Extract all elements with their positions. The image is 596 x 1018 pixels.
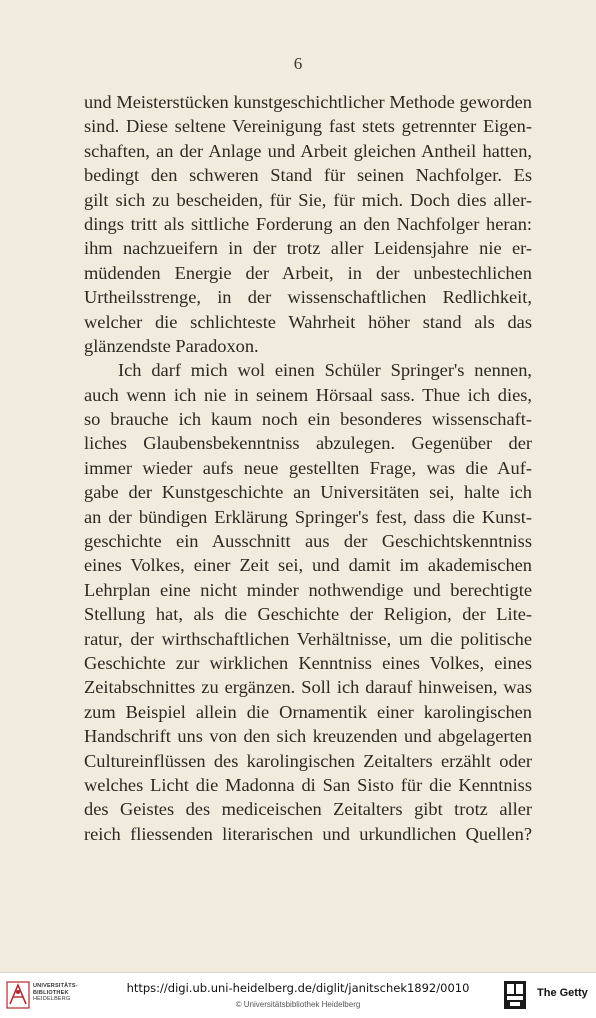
text-line: Ich darf mich wol einen Schüler Springer's nennen,	[118, 360, 532, 381]
text-line: immer wieder aufs neue gestellten Frage, was die Auf-	[84, 457, 532, 478]
text-line: an der bündigen Erklärung Springer's fest, dass die Kunst-	[84, 506, 532, 527]
text-line: gabe der Kunstgeschichte an Universitäten sei, halte ich	[84, 482, 532, 503]
text-line: welcher die schlichteste Wahrheit höher stand als das	[84, 311, 532, 332]
text-line: so brauche ich kaum noch ein besonderes wissenschaft-	[84, 409, 532, 430]
text-line: zum Beispiel allein die Ornamentik einer karolingischen	[84, 701, 532, 722]
getty-logo-icon[interactable]	[504, 981, 526, 1009]
text-line: und Meisterstücken kunstgeschichtlicher Methode geworden	[84, 92, 532, 112]
text-line: geschichte ein Ausschnitt aus der Geschichtskenntniss	[84, 531, 532, 552]
text-line: reich fliessenden literarischen und urkundlichen Quellen?	[84, 823, 532, 844]
page-number: 6	[293, 54, 303, 73]
document-url-link[interactable]: https://digi.ub.uni-heidelberg.de/diglit/janitschek1892/0010	[126, 981, 470, 995]
text-line: Lehrplan eine nicht minder nothwendige und berechtigte	[84, 579, 532, 600]
library-name[interactable]: UNIVERSITÄTS- BIBLIOTHEK HEIDELBERG	[33, 983, 78, 1002]
text-line: schaften, an der Anlage und Arbeit gleichen Antheil hatten,	[84, 140, 532, 161]
text-line: dings tritt als sittliche Forderung an den Nachfolger heran:	[84, 213, 532, 234]
text-line: liches Glaubensbekenntniss abzulegen. Gegenüber der	[84, 433, 532, 454]
text-line: des Geistes des mediceischen Zeitalters gibt trotz aller	[84, 799, 532, 820]
text-line: Geschichte zur wirklichen Kenntniss eines Volkes, eines	[84, 652, 532, 673]
text-line: Zeitabschnittes zu ergänzen. Soll ich darauf hinweisen, was	[84, 677, 532, 698]
text-line: Cultureinflüssen des karolingischen Zeitalters erzählt oder	[84, 750, 532, 771]
footer-bar	[0, 972, 596, 1018]
text-line: eines Volkes, einer Zeit sei, und damit im akademischen	[84, 555, 532, 576]
body-text	[84, 90, 532, 846]
text-line: auch wenn ich nie in seinem Hörsaal sass. Thue ich dies,	[84, 384, 532, 405]
text-line: ratur, der wirthschaftlichen Verhältnisse, um die politische	[84, 628, 532, 649]
text-line: müdenden Energie der Arbeit, in der unbestechlichen	[84, 262, 532, 283]
text-line: bedingt den schweren Stand für seinen Nachfolger. Es	[84, 165, 532, 186]
text-line: Urtheilsstrenge, in der wissenschaftlichen Redlichkeit,	[84, 287, 532, 308]
text-line: Stellung hat, als die Geschichte der Religion, der Lite-	[84, 604, 532, 625]
text-line: Handschrift uns von den sich kreuzenden und abgelagerten	[84, 726, 532, 747]
text-line: gilt sich zu bescheiden, für Sie, für mich. Doch dies aller-	[84, 189, 532, 210]
getty-name[interactable]: The Getty	[537, 987, 588, 999]
text-line: sind. Diese seltene Vereinigung fast stets getrennter Eigen-	[84, 116, 532, 137]
copyright-notice: © Universitätsbibliothek Heidelberg	[235, 1000, 361, 1009]
text-line: ihm nachzueifern in der trotz aller Leidensjahre nie er-	[84, 238, 532, 259]
text-line: welches Licht die Madonna di San Sisto für die Kenntniss	[84, 774, 532, 795]
text-line: glänzendste Paradoxon.	[84, 335, 259, 356]
